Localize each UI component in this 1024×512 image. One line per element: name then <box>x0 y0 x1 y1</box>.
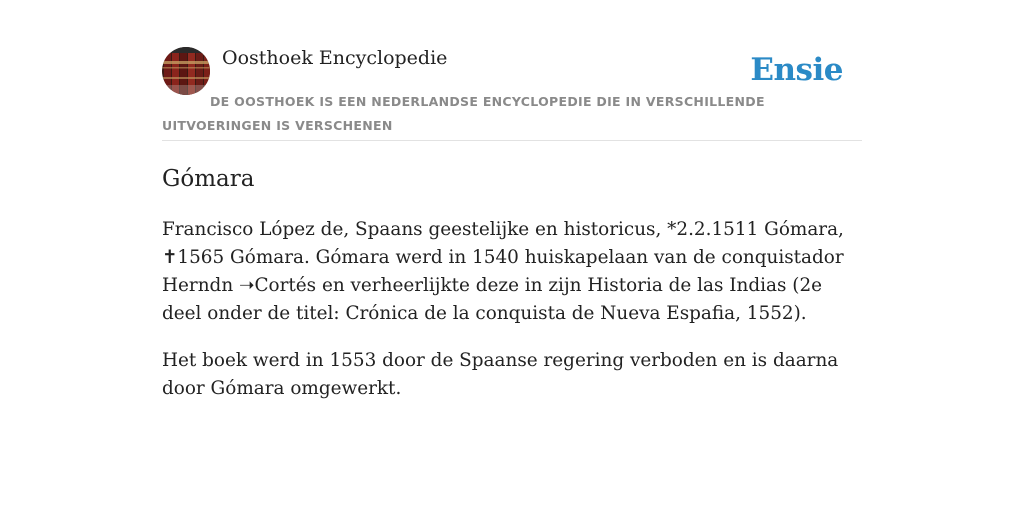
cross-reference-label: Cortés <box>254 275 317 296</box>
paragraph-text: en verheerlijkte deze in zijn Historia de las Indias (2e deel onder de titel: Crónica de la conquista de Nueva Espafia, 1552). <box>162 275 823 324</box>
paragraph-text: Francisco López de, Spaans geestelijke en historicus, *2.2.1511 Gómara, ✝1565 Gómara. Gómara werd in 1540 huiskapelaan van de conquistador Herndn <box>162 219 844 296</box>
article-paragraph-1 <box>162 216 852 328</box>
encyclopedia-books-icon <box>162 47 210 95</box>
cross-reference-link-cortes[interactable] <box>239 275 316 296</box>
article <box>162 160 852 403</box>
ensie-logo[interactable]: Ensie <box>750 52 843 88</box>
article-paragraph-2: Het boek werd in 1553 door de Spaanse regering verboden en is daarna door Gómara omgewerkt. <box>162 350 839 399</box>
arrow-icon: ➝ <box>239 275 255 296</box>
site-tagline: DE OOSTHOEK IS EEN NEDERLANDSE ENCYCLOPEDIE DIE IN VERSCHILLENDE UITVOERINGEN IS VERSCHENEN <box>162 94 765 133</box>
site-header <box>162 46 862 141</box>
site-title-link[interactable]: Oosthoek Encyclopedie <box>222 47 448 69</box>
avatar[interactable] <box>162 47 210 95</box>
article-title: Gómara <box>162 166 255 192</box>
